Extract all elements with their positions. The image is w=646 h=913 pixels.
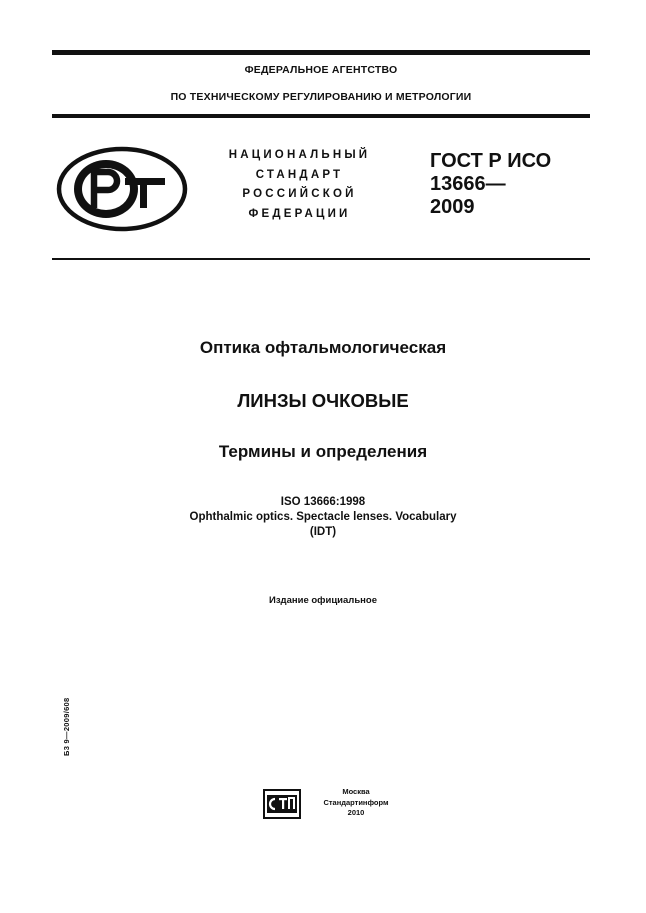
standard-designation [430,150,551,219]
title-line-2: ЛИНЗЫ ОЧКОВЫЕ [237,390,409,411]
national-line: СТАНДАРТ [255,168,344,181]
publisher-year: 2010 [347,808,365,817]
national-line: ФЕДЕРАЦИИ [248,207,351,220]
side-code: Б3 9—2009/608 [62,697,71,756]
designation-line: 13666— [430,173,506,195]
publisher-name: Стандартинформ [323,797,389,807]
agency-line-2: ПО ТЕХНИЧЕСКОМУ РЕГУЛИРОВАНИЮ И МЕТРОЛОГИИ [170,91,472,103]
gost-logo-icon [56,146,188,232]
agency-line-1: ФЕДЕРАЛЬНОЕ АГЕНТСТВО [244,64,398,76]
iso-equivalence: (IDT) [309,526,337,538]
edition-label: Издание официальное [269,595,377,606]
publisher-block [308,787,404,819]
national-line: РОССИЙСКОЙ [242,188,357,200]
top-rule [52,50,590,55]
national-line: НАЦИОНАЛЬНЫЙ [228,149,371,161]
header-divider [52,114,590,118]
iso-number: ISO 13666:1998 [280,496,366,508]
title-line-1: Оптика офтальмологическая [199,338,447,357]
national-standard-block [212,146,387,224]
middle-rule [52,258,590,260]
title-line-3: Термины и определения [218,442,428,461]
standartinform-logo-icon [263,789,301,819]
designation-line: ГОСТ Р ИСО [430,150,552,172]
designation-line: 2009 [430,196,475,218]
iso-english-title: Ophthalmic optics. Spectacle lenses. Vocabulary [189,511,457,523]
iso-reference [0,495,646,540]
publisher-city: Москва [342,787,370,796]
